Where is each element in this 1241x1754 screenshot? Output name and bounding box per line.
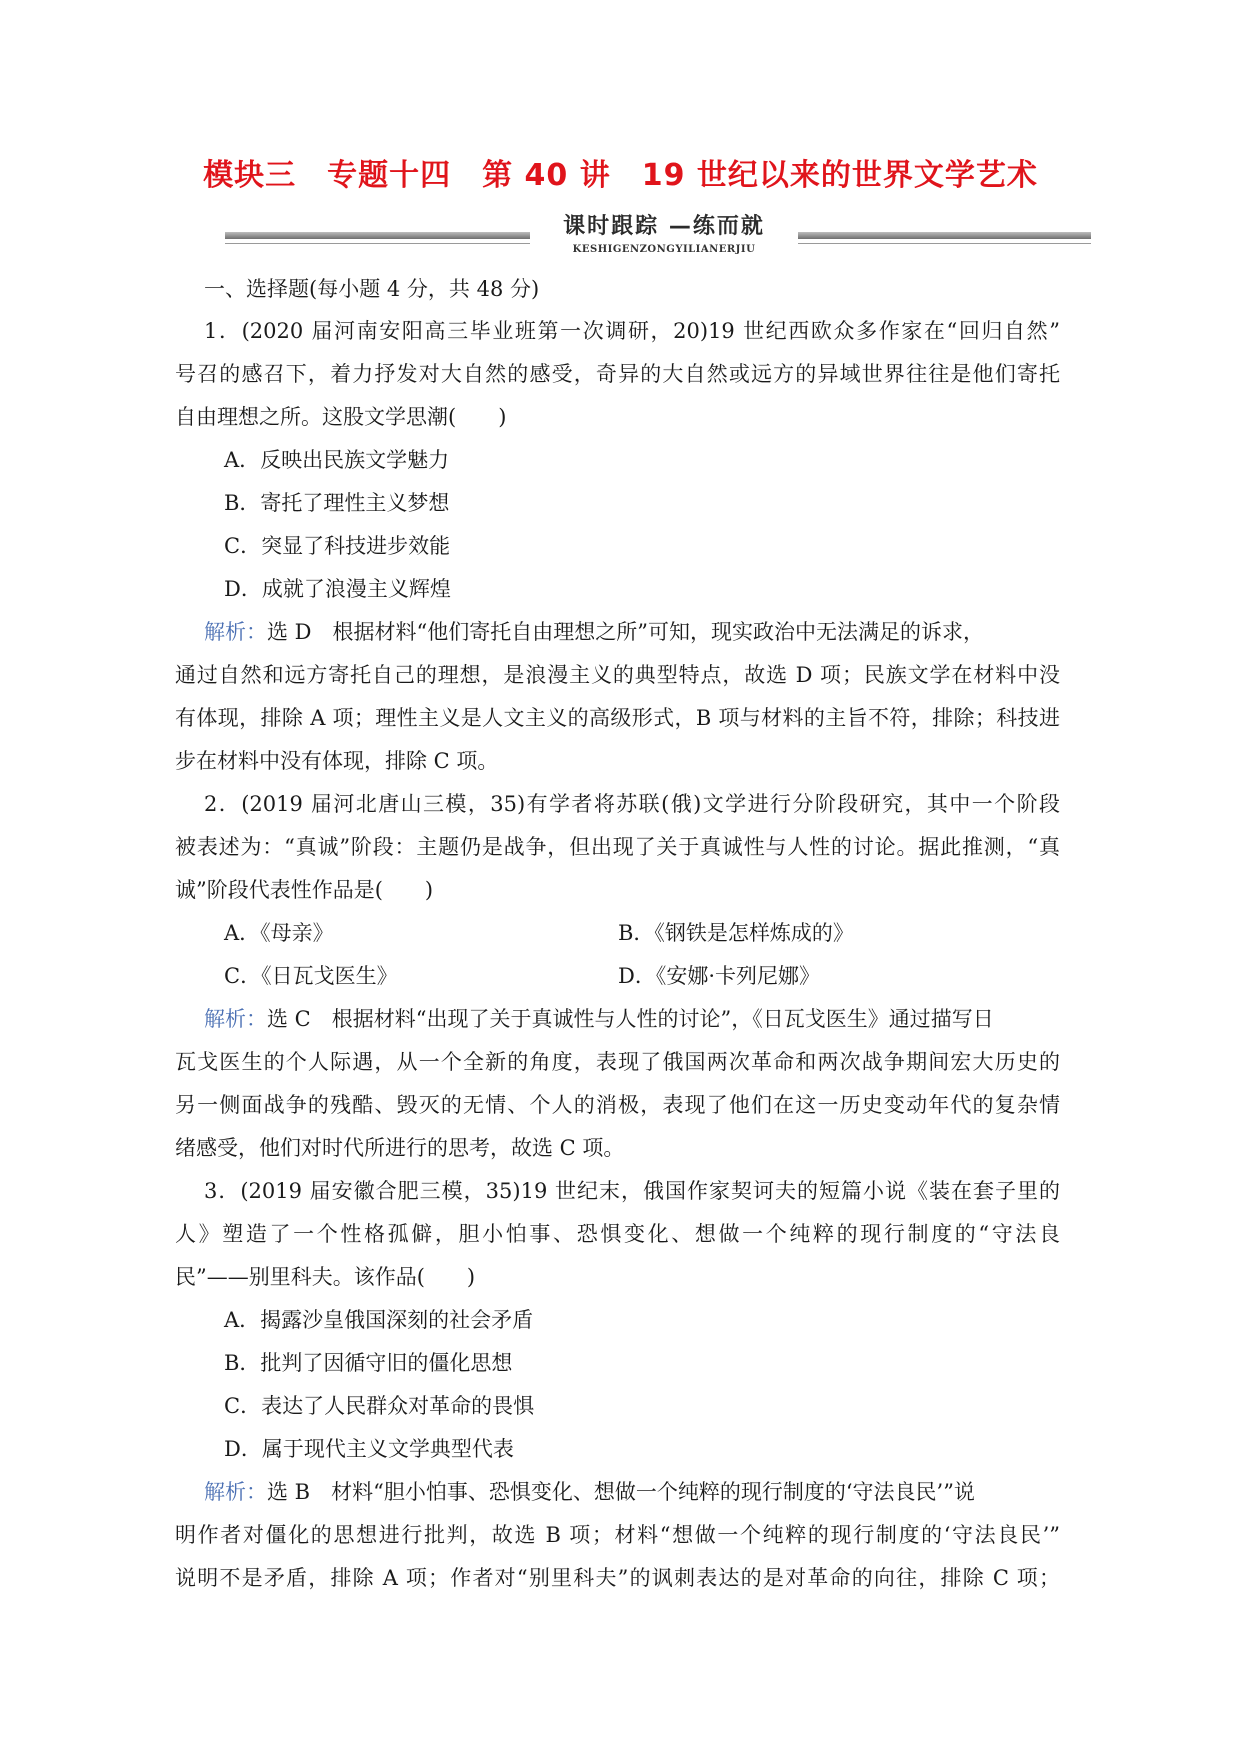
- question-2-line: 2．(2019 届河北唐山三模，35)有学者将苏联(俄)文学进行分阶段研究，其中一个阶段: [204, 792, 1060, 816]
- question-1-option-c: C．突显了科技进步效能: [224, 534, 451, 558]
- question-1-option-b: B．寄托了理性主义梦想: [224, 491, 450, 515]
- question-1-line: 1．(2020 届河南安阳高三毕业班第一次调研，20)19 世纪西欧众多作家在“回归自然”: [204, 319, 1060, 343]
- section-heading: 一、选择题(每小题 4 分，共 48 分): [204, 277, 540, 301]
- question-3-analysis-line: 说明不是矛盾，排除 A 项；作者对“别里科夫”的讽刺表达的是对革命的向往，排除 C 项；: [175, 1566, 1060, 1590]
- question-1-analysis-first: [204, 619, 984, 645]
- question-1-analysis-line: 有体现，排除 A 项；理性主义是人文主义的高级形式，B 项与材料的主旨不符，排除；科技进: [175, 706, 1060, 730]
- question-2-analysis-line: 绪感受，他们对时代所进行的思考，故选 C 项。: [175, 1136, 625, 1160]
- analysis-label: 解析：: [204, 620, 267, 644]
- question-2-option-d: D．《安娜·卡列尼娜》: [618, 964, 821, 988]
- question-3-analysis-first: [204, 1479, 975, 1505]
- question-2-option-a: A．《母亲》: [224, 921, 334, 945]
- banner-rule-right: [798, 232, 1091, 239]
- banner-subtitle: KESHIGENZONGYILIANERJIU: [572, 244, 756, 255]
- banner-thin-rule-right: [798, 243, 1091, 244]
- question-2-option-c: C．《日瓦戈医生》: [224, 964, 398, 988]
- question-1-option-d: D．成就了浪漫主义辉煌: [224, 577, 451, 601]
- section-banner: [225, 210, 1091, 260]
- question-2-analysis-line: 瓦戈医生的个人际遇，从一个全新的角度，表现了俄国两次革命和两次战争期间宏大历史的: [175, 1050, 1060, 1074]
- question-3-analysis-line: 明作者对僵化的思想进行批判，故选 B 项；材料“想做一个纯粹的现行制度的‘守法良民’”: [175, 1523, 1060, 1547]
- question-3-option-a: A．揭露沙皇俄国深刻的社会矛盾: [224, 1308, 534, 1332]
- question-3-line: 人》塑造了一个性格孤僻，胆小怕事、恐惧变化、想做一个纯粹的现行制度的“守法良: [175, 1222, 1060, 1246]
- analysis-text: 选 D 根据材料“他们寄托自由理想之所”可知，现实政治中无法满足的诉求，: [267, 620, 984, 644]
- question-1-option-a: A．反映出民族文学魅力: [224, 448, 450, 472]
- question-1-line: 自由理想之所。这股文学思潮( ): [175, 405, 507, 429]
- page-title: 模块三 专题十四 第 40 讲 19 世纪以来的世界文学艺术: [203, 158, 1038, 193]
- question-2-line: 诚”阶段代表性作品是( ): [175, 878, 434, 902]
- banner-label: 课时跟踪 —练而就: [563, 214, 765, 239]
- question-3-line: 3．(2019 届安徽合肥三模，35)19 世纪末，俄国作家契诃夫的短篇小说《装在套子里的: [204, 1179, 1060, 1203]
- question-3-option-b: B．批判了因循守旧的僵化思想: [224, 1351, 513, 1375]
- banner-rule-left: [225, 232, 530, 239]
- analysis-label: 解析：: [204, 1480, 267, 1504]
- question-1-analysis-line: 通过自然和远方寄托自己的理想，是浪漫主义的典型特点，故选 D 项；民族文学在材料中没: [175, 663, 1060, 687]
- banner-thin-rule-left: [225, 243, 530, 244]
- question-2-option-b: B．《钢铁是怎样炼成的》: [618, 921, 854, 945]
- question-1-line: 号召的感召下，着力抒发对大自然的感受，奇异的大自然或远方的异域世界往往是他们寄托: [175, 362, 1060, 386]
- question-3-option-d: D．属于现代主义文学典型代表: [224, 1437, 514, 1461]
- analysis-text: 选 C 根据材料“出现了关于真诚性与人性的讨论”，《日瓦戈医生》通过描写日: [267, 1007, 994, 1031]
- question-2-analysis-line: 另一侧面战争的残酷、毁灭的无情、个人的消极，表现了他们在这一历史变动年代的复杂情: [175, 1093, 1060, 1117]
- analysis-label: 解析：: [204, 1007, 267, 1031]
- question-3-option-c: C．表达了人民群众对革命的畏惧: [224, 1394, 535, 1418]
- question-3-line: 民”——别里科夫。该作品( ): [175, 1265, 476, 1289]
- question-2-line: 被表述为：“真诚”阶段：主题仍是战争，但出现了关于真诚性与人性的讨论。据此推测，“真: [175, 835, 1060, 859]
- question-1-analysis-line: 步在材料中没有体现，排除 C 项。: [175, 749, 499, 773]
- question-2-analysis-first: [204, 1006, 994, 1032]
- analysis-text: 选 B 材料“胆小怕事、恐惧变化、想做一个纯粹的现行制度的‘守法良民’”说: [267, 1480, 975, 1504]
